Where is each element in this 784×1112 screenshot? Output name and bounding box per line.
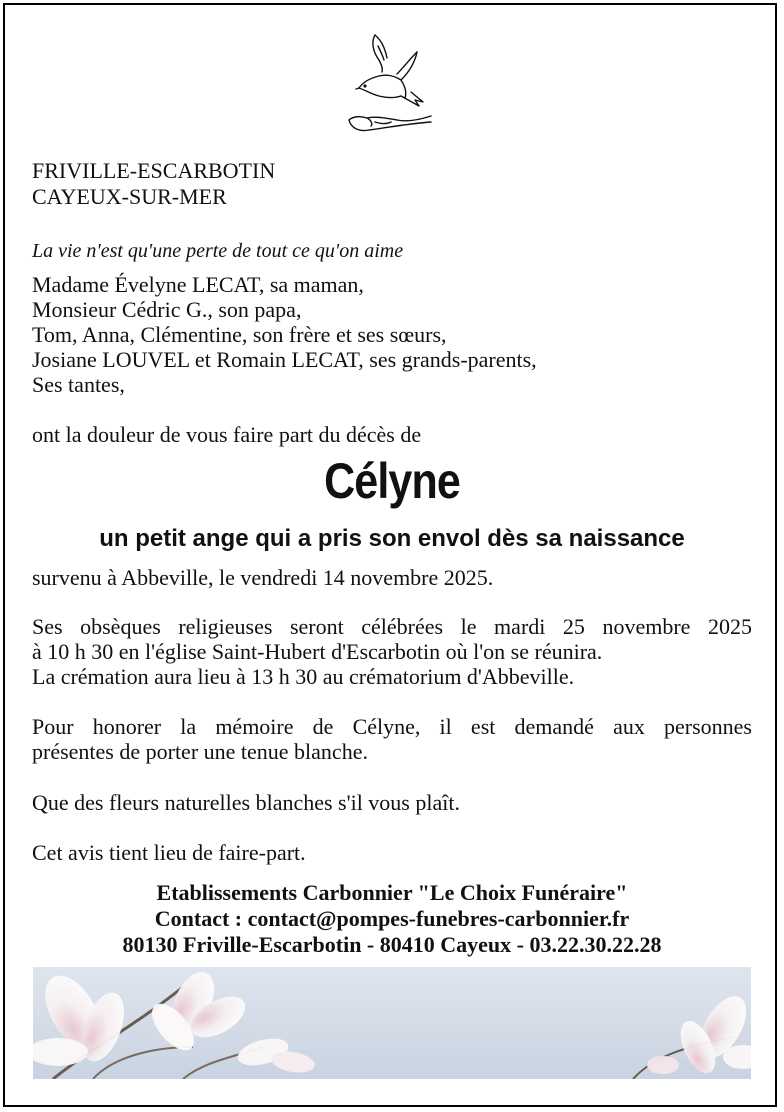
family-member: Ses tantes, xyxy=(32,372,125,397)
funeral-home-footer xyxy=(0,880,784,958)
subtitle: un petit ange qui a pris son envol dès sa naissance xyxy=(99,525,685,552)
flowers-request: Que des fleurs naturelles blanches s'il vous plaît. xyxy=(32,790,460,815)
family-member: Madame Évelyne LECAT, sa maman, xyxy=(32,272,364,297)
memory-line: présentes de porter une tenue blanche. xyxy=(32,739,368,764)
location-line: CAYEUX-SUR-MER xyxy=(32,184,227,209)
memory-line: Pour honorer la mémoire de Célyne, il est demandé aux personnes xyxy=(32,714,752,739)
family-member: Monsieur Cédric G., son papa, xyxy=(32,297,302,322)
location-line: FRIVILLE-ESCARBOTIN xyxy=(32,158,276,183)
funeral-line: à 10 h 30 en l'église Saint-Hubert d'Escarbotin où l'on se réunira. xyxy=(32,639,603,664)
death-info: survenu à Abbeville, le vendredi 14 novembre 2025. xyxy=(32,565,494,590)
address-line: 80130 Friville-Escarbotin - 80410 Cayeux - 03.22.30.22.28 xyxy=(122,932,662,957)
funeral-line: La crémation aura lieu à 13 h 30 au crématorium d'Abbeville. xyxy=(32,664,575,689)
family-list xyxy=(32,272,537,397)
locations xyxy=(32,158,275,210)
deceased-name: Célyne xyxy=(324,453,460,509)
announcement: ont la douleur de vous faire part du décès de xyxy=(32,422,422,447)
magnolia-flowers-image xyxy=(33,967,751,1079)
notice-statement: Cet avis tient lieu de faire-part. xyxy=(32,840,306,865)
family-member: Josiane LOUVEL et Romain LECAT, ses grands-parents, xyxy=(32,347,537,372)
memory-paragraph xyxy=(32,714,752,764)
funeral-line: Ses obsèques religieuses seront célébrées le mardi 25 novembre 2025 xyxy=(32,614,752,639)
family-member: Tom, Anna, Clémentine, son frère et ses sœurs, xyxy=(32,322,447,347)
funeral-paragraph xyxy=(32,614,752,689)
dove-hands-icon xyxy=(345,30,437,142)
contact-line: Contact : contact@pompes-funebres-carbonnier.fr xyxy=(154,906,630,931)
epigraph-quote: La vie n'est qu'une perte de tout ce qu'on aime xyxy=(32,240,404,262)
company-name: Etablissements Carbonnier "Le Choix Funéraire" xyxy=(156,880,628,905)
